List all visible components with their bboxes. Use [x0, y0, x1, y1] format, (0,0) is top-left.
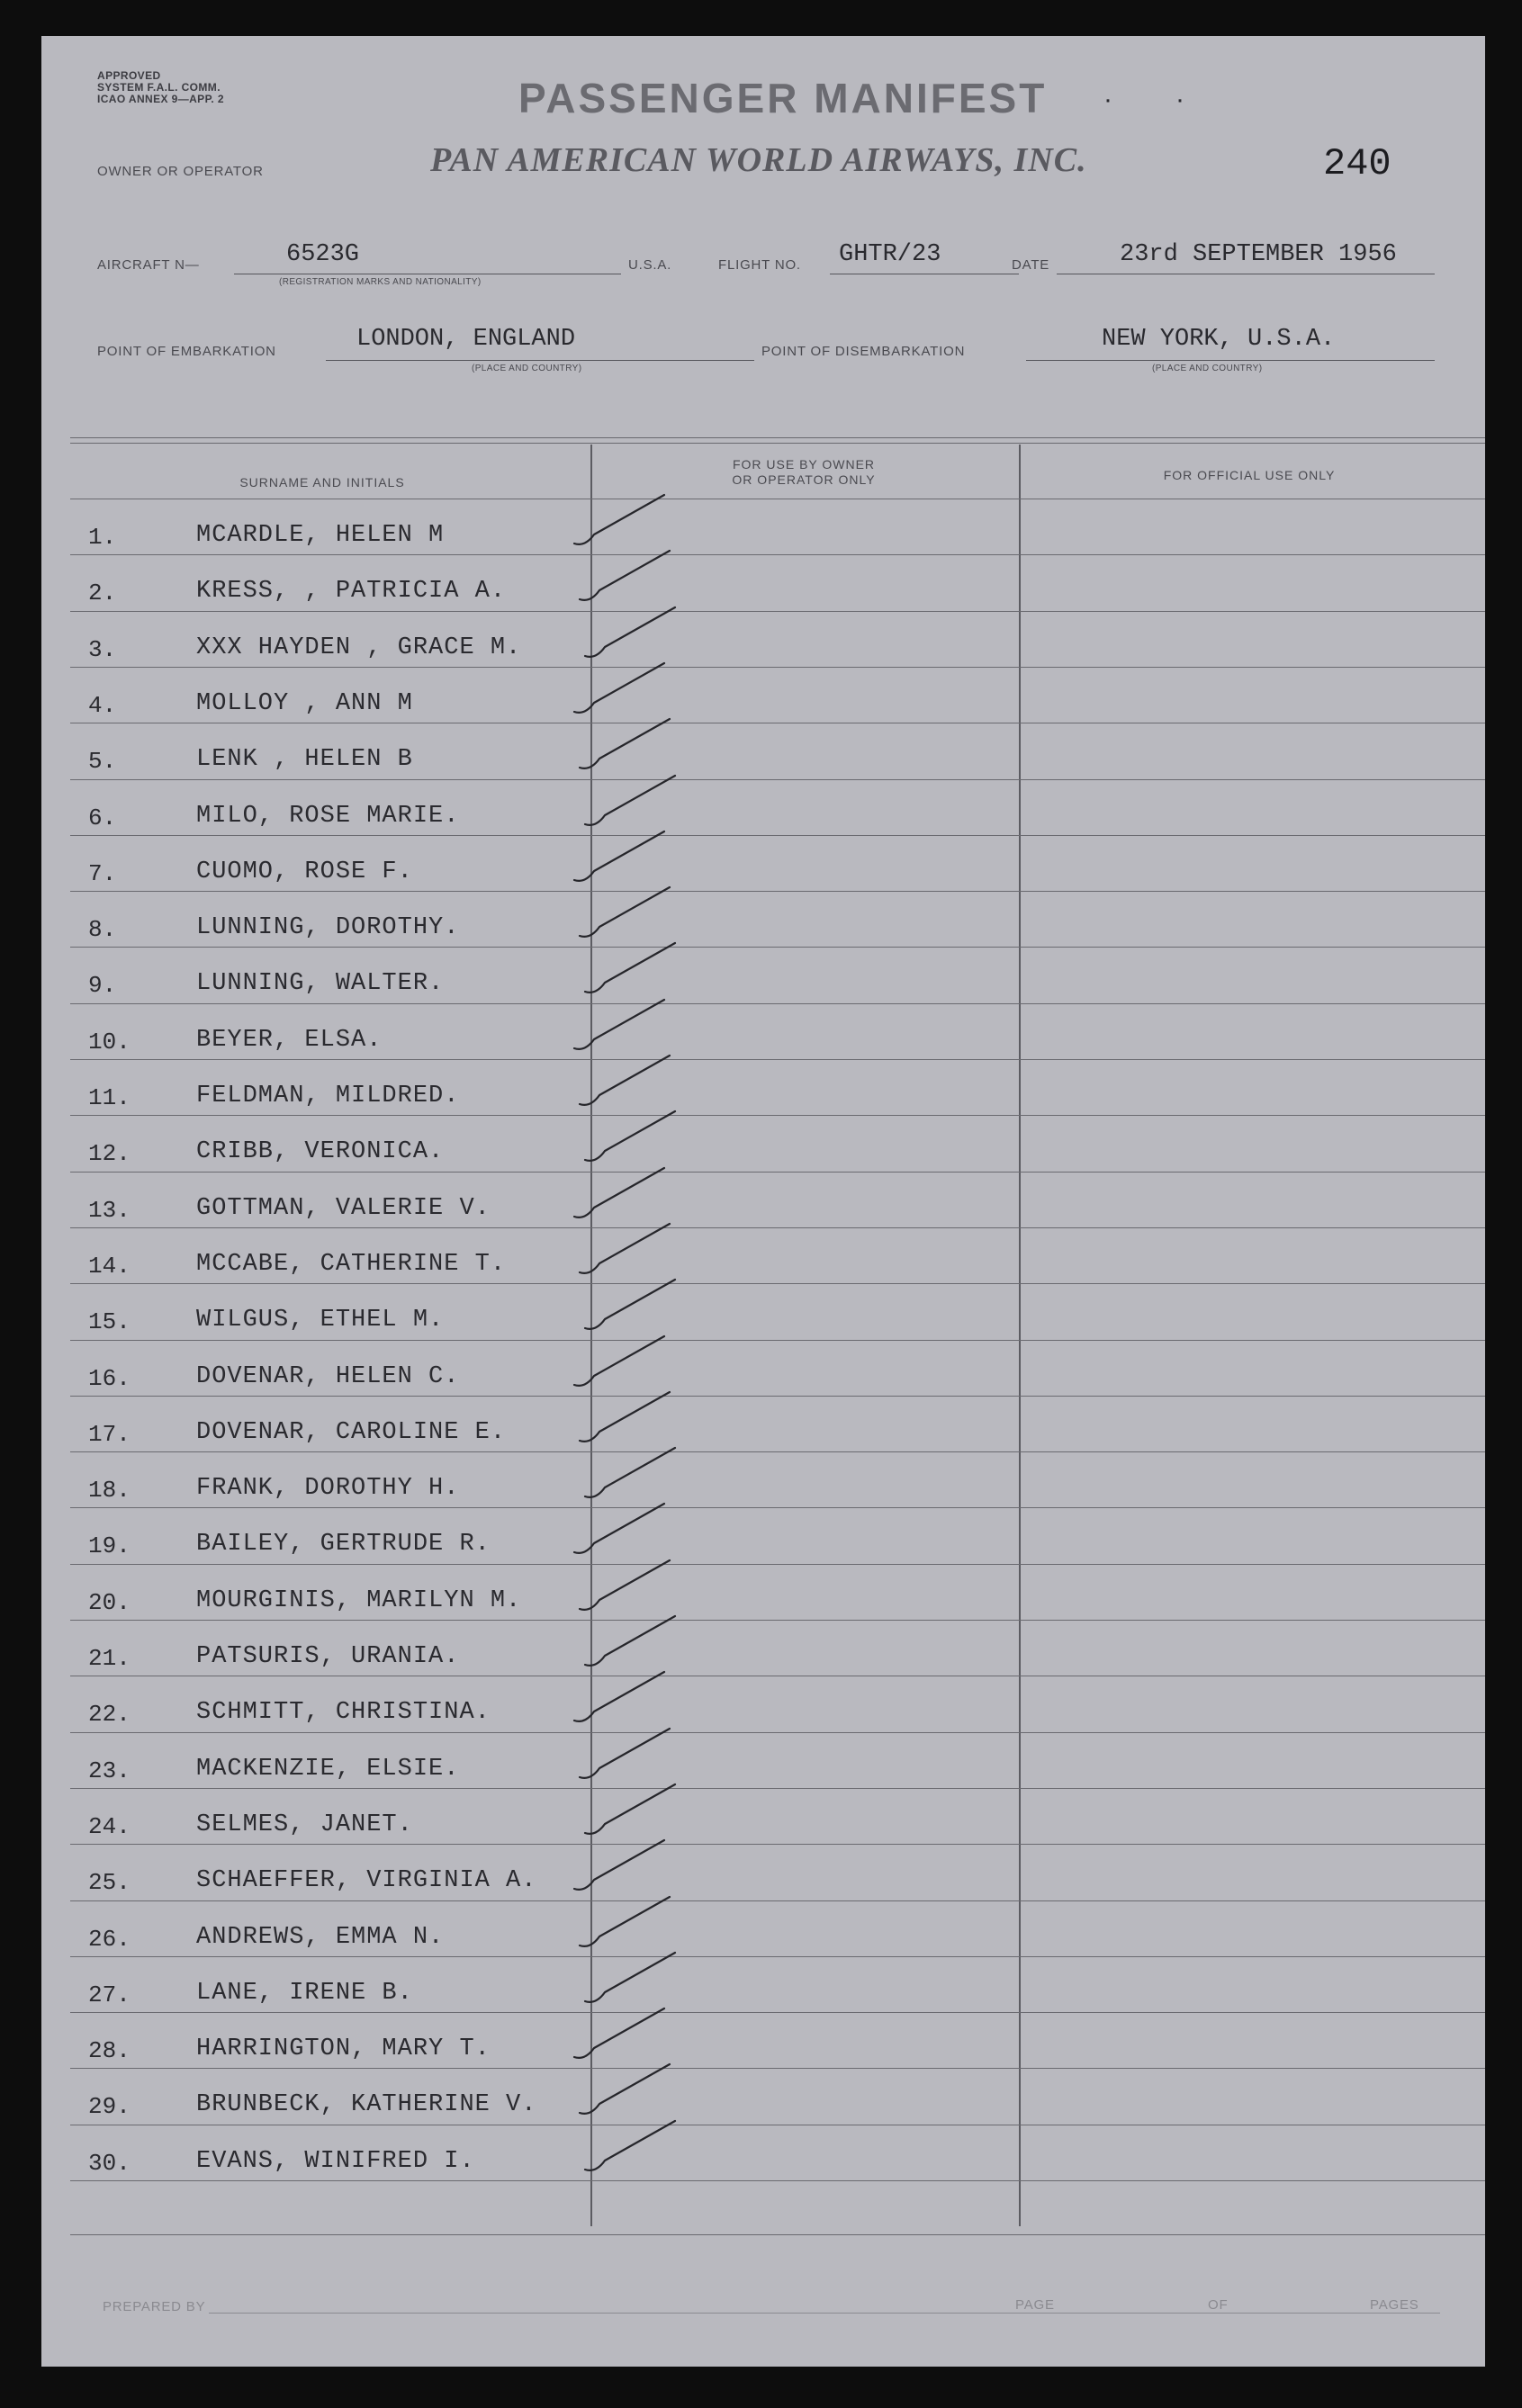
disembarkation-underline [1026, 360, 1435, 361]
embarkation-caption: (PLACE AND COUNTRY) [472, 364, 582, 373]
prepared-by-label: PREPARED BY [103, 2299, 206, 2314]
table-row [70, 1732, 1485, 1788]
passenger-name: LANE, IRENE B. [196, 1979, 413, 2007]
flight-value: GHTR/23 [839, 241, 941, 268]
disembarkation-caption: (PLACE AND COUNTRY) [1152, 364, 1263, 373]
approval-line: ICAO ANNEX 9—APP. 2 [97, 93, 224, 105]
embarkation-value: LONDON, ENGLAND [356, 326, 576, 353]
table-row [70, 1003, 1485, 1059]
passenger-name: ANDREWS, EMMA N. [196, 1923, 445, 1951]
row-number: 10. [88, 1028, 131, 1056]
table-row [70, 1676, 1485, 1731]
passenger-name: HARRINGTON, MARY T. [196, 2035, 491, 2063]
embarkation-underline [326, 360, 754, 361]
passenger-name: MOLLOY , ANN M [196, 689, 413, 717]
footer-underline [209, 2313, 1440, 2314]
table-row [70, 723, 1485, 778]
passenger-name: XXX HAYDEN , GRACE M. [196, 633, 522, 661]
row-number: 25. [88, 1869, 131, 1897]
table-row [70, 1059, 1485, 1115]
row-number: 3. [88, 635, 117, 663]
passenger-name: SCHAEFFER, VIRGINIA A. [196, 1867, 537, 1895]
table-row [70, 1115, 1485, 1171]
aircraft-label: AIRCRAFT N— [97, 257, 200, 273]
passenger-name: LUNNING, DOROTHY. [196, 914, 460, 942]
table-top-rule [70, 437, 1485, 438]
row-number: 2. [88, 580, 117, 607]
passenger-name: MACKENZIE, ELSIE. [196, 1755, 460, 1783]
table-row [70, 611, 1485, 667]
row-rule [70, 2180, 1485, 2181]
usa-label: U.S.A. [628, 257, 672, 273]
passenger-name: MCCABE, CATHERINE T. [196, 1250, 507, 1278]
row-number: 22. [88, 1701, 131, 1729]
row-number: 24. [88, 1812, 131, 1840]
table-row [70, 2125, 1485, 2180]
table-row [70, 1172, 1485, 1227]
table-row [70, 499, 1485, 554]
row-number: 30. [88, 2149, 131, 2177]
passenger-name: KRESS, , PATRICIA A. [196, 578, 507, 606]
passenger-name: FELDMAN, MILDRED. [196, 1083, 460, 1110]
passenger-name: CUOMO, ROSE F. [196, 858, 413, 885]
table-row [70, 779, 1485, 835]
row-number: 15. [88, 1308, 131, 1336]
passenger-name: GOTTMAN, VALERIE V. [196, 1194, 491, 1222]
punch-dots: ·· [1103, 85, 1247, 114]
manifest-sheet [41, 36, 1485, 2367]
pages-label: PAGES [1370, 2297, 1419, 2313]
row-number: 19. [88, 1532, 131, 1560]
passenger-name: MOURGINIS, MARILYN M. [196, 1586, 522, 1614]
row-number: 18. [88, 1477, 131, 1505]
table-row [70, 835, 1485, 891]
column-header-official: FOR OFFICIAL USE ONLY [1163, 468, 1336, 482]
table-row [70, 1620, 1485, 1676]
row-number: 17. [88, 1420, 131, 1448]
column-header-surname: SURNAME AND INITIALS [239, 475, 405, 490]
table-row [70, 2012, 1485, 2068]
passenger-name: LUNNING, WALTER. [196, 970, 445, 998]
passenger-name: LENK , HELEN B [196, 746, 413, 774]
row-number: 13. [88, 1196, 131, 1224]
passenger-name: SCHMITT, CHRISTINA. [196, 1699, 491, 1727]
row-number: 1. [88, 524, 117, 551]
table-row [70, 2068, 1485, 2124]
check-mark-icon [563, 2105, 689, 2177]
row-number: 7. [88, 859, 117, 887]
passenger-name: SELMES, JANET. [196, 1810, 413, 1838]
approval-block [97, 70, 224, 105]
table-row [70, 1564, 1485, 1620]
row-number: 23. [88, 1757, 131, 1784]
row-number: 6. [88, 804, 117, 831]
approval-line: SYSTEM F.A.L. COMM. [97, 81, 221, 94]
disembarkation-label: POINT OF DISEMBARKATION [761, 344, 966, 359]
row-number: 29. [88, 2093, 131, 2121]
table-row [70, 1283, 1485, 1339]
passenger-name: MCARDLE, HELEN M [196, 522, 445, 549]
flight-label: FLIGHT NO. [718, 257, 801, 273]
passenger-name: CRIBB, VERONICA. [196, 1138, 445, 1166]
passenger-name: DOVENAR, HELEN C. [196, 1362, 460, 1390]
table-row [70, 1844, 1485, 1900]
registration-caption: (REGISTRATION MARKS AND NATIONALITY) [279, 277, 482, 287]
row-number: 21. [88, 1645, 131, 1672]
passenger-name: BRUNBECK, KATHERINE V. [196, 2091, 537, 2119]
passenger-table [70, 437, 1485, 2246]
table-row [70, 1956, 1485, 2012]
table-row [70, 667, 1485, 723]
table-row [70, 947, 1485, 1002]
passenger-name: BEYER, ELSA. [196, 1026, 383, 1054]
page-number: 240 [1323, 142, 1391, 185]
row-number: 20. [88, 1588, 131, 1616]
passenger-name: MILO, ROSE MARIE. [196, 802, 460, 830]
date-value: 23rd SEPTEMBER 1956 [1120, 241, 1397, 268]
table-row [70, 1788, 1485, 1844]
table-row [70, 891, 1485, 947]
table-row [70, 1396, 1485, 1451]
row-number: 28. [88, 2037, 131, 2065]
row-number: 4. [88, 691, 117, 719]
table-row [70, 1227, 1485, 1283]
row-number: 27. [88, 1981, 131, 2008]
row-number: 12. [88, 1140, 131, 1168]
embarkation-label: POINT OF EMBARKATION [97, 344, 276, 359]
passenger-name: DOVENAR, CAROLINE E. [196, 1418, 507, 1446]
row-number: 11. [88, 1084, 131, 1111]
table-row [70, 554, 1485, 610]
row-number: 8. [88, 916, 117, 944]
aircraft-value: 6523G [286, 241, 360, 268]
row-number: 14. [88, 1252, 131, 1280]
column-header-line: FOR USE BY OWNER [732, 457, 876, 472]
row-number: 16. [88, 1364, 131, 1392]
passenger-name: WILGUS, ETHEL M. [196, 1307, 445, 1334]
row-number: 26. [88, 1925, 131, 1953]
table-row [70, 1340, 1485, 1396]
approval-line: APPROVED [97, 69, 161, 82]
passenger-name: FRANK, DOROTHY H. [196, 1475, 460, 1503]
column-header-line: OR OPERATOR ONLY [732, 472, 876, 487]
operator-name: PAN AMERICAN WORLD AIRWAYS, INC. [430, 141, 1087, 179]
date-label: DATE [1012, 257, 1050, 273]
passenger-name: BAILEY, GERTRUDE R. [196, 1531, 491, 1559]
table-row [70, 1507, 1485, 1563]
row-number: 9. [88, 972, 117, 1000]
passenger-name: EVANS, WINIFRED I. [196, 2147, 475, 2175]
owner-label: OWNER OR OPERATOR [97, 164, 264, 179]
passenger-name: PATSURIS, URANIA. [196, 1643, 460, 1670]
table-row [70, 1451, 1485, 1507]
disembarkation-value: NEW YORK, U.S.A. [1102, 326, 1336, 353]
table-top-rule [70, 443, 1485, 444]
document-title: PASSENGER MANIFEST [518, 75, 1048, 121]
page-label: PAGE [1015, 2297, 1055, 2313]
table-row [70, 1900, 1485, 1956]
row-number: 5. [88, 748, 117, 776]
table-bottom-rule [70, 2234, 1485, 2235]
of-label: OF [1208, 2297, 1229, 2313]
